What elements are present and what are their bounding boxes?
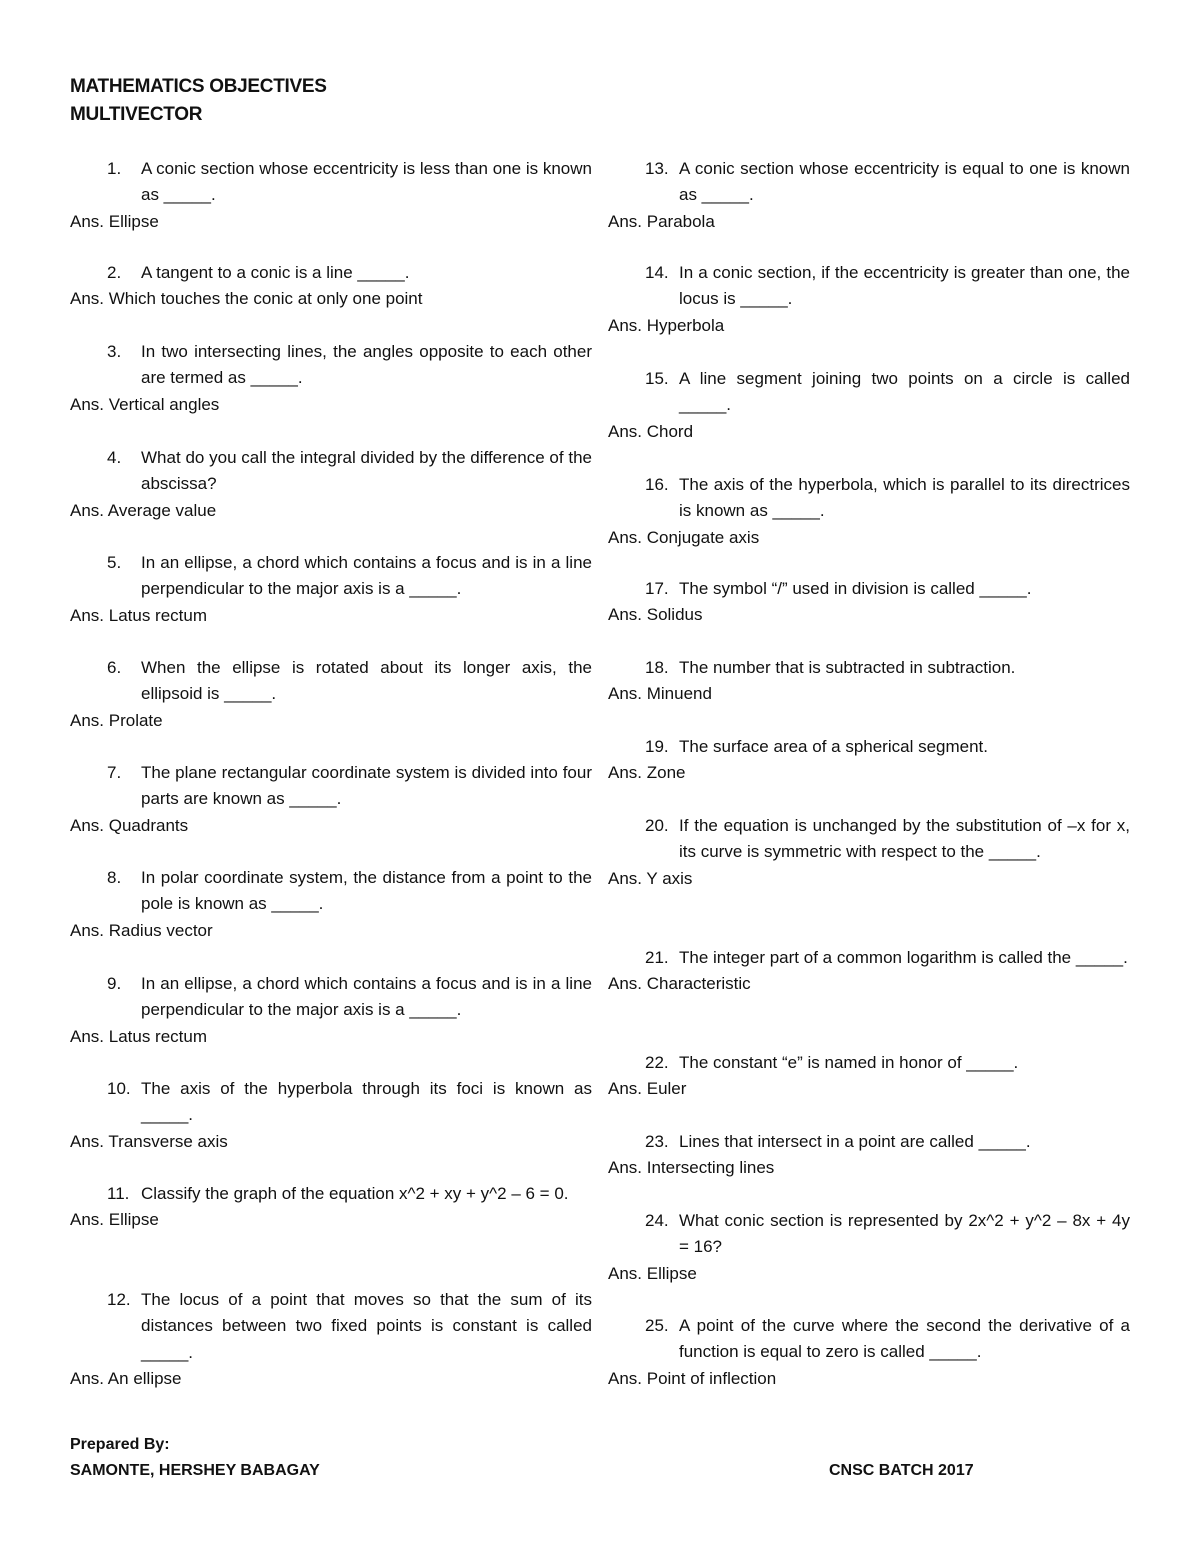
- question-item: [70, 1076, 592, 1155]
- question-item: [608, 576, 1130, 629]
- question-number: 14.: [645, 263, 669, 282]
- question-number: 16.: [645, 475, 669, 494]
- question-item: [70, 655, 592, 734]
- title-line-2: MULTIVECTOR: [70, 104, 203, 125]
- question-text: What conic section is represented by 2x^2 + y^2 – 8x + 4y = 16?: [679, 1211, 1130, 1257]
- question-number: 11.: [107, 1184, 130, 1203]
- question-number: 24.: [645, 1211, 669, 1230]
- question-item: [608, 813, 1130, 892]
- question-number: 2.: [107, 263, 122, 282]
- question-text: The locus of a point that moves so that the sum of its distances between two fixed points is constant is called _____.: [141, 1290, 592, 1362]
- question-item: [608, 734, 1130, 787]
- question-number: 13.: [645, 159, 669, 178]
- question-number: 7.: [107, 763, 122, 782]
- answer-text: Ans. Ellipse: [608, 1263, 697, 1283]
- question-number: 8.: [107, 868, 122, 887]
- answer-text: Ans. Zone: [608, 763, 686, 783]
- question-item: [70, 1287, 592, 1393]
- answer-text: Ans. Ellipse: [70, 211, 159, 231]
- question-text: If the equation is unchanged by the substitution of –x for x, its curve is symmetric with respect to the _____.: [679, 816, 1130, 862]
- question-number: 18.: [645, 658, 669, 677]
- prepared-by-label: Prepared By:: [70, 1436, 170, 1453]
- question-item: [608, 156, 1130, 235]
- question-number: 3.: [107, 342, 122, 361]
- question-text: The axis of the hyperbola, which is parallel to its directrices is known as _____.: [679, 475, 1130, 521]
- answer-text: Ans. Intersecting lines: [608, 1158, 775, 1178]
- answer-text: Ans. Point of inflection: [608, 1368, 777, 1388]
- question-text: When the ellipse is rotated about its longer axis, the ellipsoid is _____.: [141, 658, 592, 704]
- question-number: 22.: [645, 1053, 669, 1072]
- question-text: The symbol “/” used in division is called _____.: [679, 579, 1032, 598]
- question-text: The plane rectangular coordinate system is divided into four parts are known as _____.: [141, 763, 592, 809]
- question-number: 17.: [645, 579, 669, 598]
- question-text: In an ellipse, a chord which contains a focus and is in a line perpendicular to the major axis is a _____.: [141, 974, 592, 1020]
- document-title: [70, 73, 327, 129]
- question-number: 23.: [645, 1132, 669, 1151]
- question-number: 1.: [107, 159, 122, 178]
- question-text: A conic section whose eccentricity is less than one is known as _____.: [141, 159, 592, 205]
- batch-label: CNSC BATCH 2017: [829, 1462, 974, 1479]
- question-text: The axis of the hyperbola through its foci is known as _____.: [141, 1079, 592, 1125]
- question-number: 4.: [107, 448, 122, 467]
- question-item: [608, 1050, 1130, 1103]
- question-item: [608, 1208, 1130, 1287]
- question-number: 9.: [107, 974, 122, 993]
- question-item: [70, 339, 592, 418]
- question-item: [608, 260, 1130, 339]
- answer-text: Ans. Minuend: [608, 684, 712, 704]
- question-number: 19.: [645, 737, 669, 756]
- answer-text: Ans. Quadrants: [70, 815, 189, 835]
- question-item: [608, 472, 1130, 551]
- question-item: [70, 971, 592, 1050]
- answer-text: Ans. Latus rectum: [70, 605, 208, 625]
- question-item: [608, 1313, 1130, 1392]
- question-number: 10.: [107, 1079, 131, 1098]
- question-item: [70, 865, 592, 944]
- answer-text: Ans. Characteristic: [608, 974, 751, 994]
- answer-text: Ans. Hyperbola: [608, 315, 725, 335]
- answer-text: Ans. Prolate: [70, 710, 163, 730]
- answer-text: Ans. Parabola: [608, 211, 715, 231]
- answer-text: Ans. Latus rectum: [70, 1026, 208, 1046]
- question-item: [70, 260, 592, 313]
- question-number: 25.: [645, 1316, 669, 1335]
- question-number: 12.: [107, 1290, 131, 1309]
- question-item: [70, 445, 592, 524]
- question-item: [70, 156, 592, 235]
- answer-text: Ans. Which touches the conic at only one point: [70, 289, 423, 309]
- question-number: 6.: [107, 658, 122, 677]
- question-item: [70, 550, 592, 629]
- question-number: 15.: [645, 369, 669, 388]
- answer-text: Ans. Ellipse: [70, 1210, 159, 1230]
- answer-text: Ans. Average value: [70, 500, 217, 520]
- question-item: [608, 945, 1130, 998]
- question-number: 5.: [107, 553, 122, 572]
- question-text: What do you call the integral divided by the difference of the abscissa?: [141, 448, 592, 494]
- question-text: The constant “e” is named in honor of _____.: [679, 1053, 1019, 1072]
- question-text: Classify the graph of the equation x^2 + xy + y^2 – 6 = 0.: [141, 1184, 569, 1203]
- answer-text: Ans. Vertical angles: [70, 394, 220, 414]
- question-item: [70, 760, 592, 839]
- question-item: [608, 655, 1130, 708]
- answer-text: Ans. Euler: [608, 1079, 687, 1099]
- answer-text: Ans. Chord: [608, 421, 694, 441]
- question-text: Lines that intersect in a point are called _____.: [679, 1132, 1031, 1151]
- question-item: [608, 1129, 1130, 1182]
- question-text: In a conic section, if the eccentricity is greater than one, the locus is _____.: [679, 263, 1130, 309]
- answer-text: Ans. Conjugate axis: [608, 527, 760, 547]
- question-item: [70, 1181, 592, 1234]
- answer-text: Ans. Radius vector: [70, 920, 213, 940]
- question-text: A point of the curve where the second the derivative of a function is equal to zero is called _____.: [679, 1316, 1130, 1362]
- question-text: A conic section whose eccentricity is equal to one is known as _____.: [679, 159, 1130, 205]
- question-number: 21.: [645, 948, 669, 967]
- question-text: The surface area of a spherical segment.: [679, 737, 988, 756]
- question-text: In an ellipse, a chord which contains a focus and is in a line perpendicular to the major axis is a _____.: [141, 553, 592, 599]
- question-item: [608, 366, 1130, 445]
- answer-text: Ans. An ellipse: [70, 1369, 182, 1389]
- author-name: SAMONTE, HERSHEY BABAGAY: [70, 1462, 320, 1479]
- question-text: In two intersecting lines, the angles opposite to each other are termed as _____.: [141, 342, 592, 388]
- answer-text: Ans. Transverse axis: [70, 1131, 228, 1151]
- question-text: A tangent to a conic is a line _____.: [141, 263, 410, 282]
- answer-text: Ans. Y axis: [608, 868, 693, 888]
- answer-text: Ans. Solidus: [608, 605, 703, 625]
- question-text: The number that is subtracted in subtraction.: [679, 658, 1016, 677]
- question-text: A line segment joining two points on a circle is called _____.: [679, 369, 1130, 415]
- question-text: In polar coordinate system, the distance from a point to the pole is known as _____.: [141, 868, 592, 914]
- question-number: 20.: [645, 816, 669, 835]
- title-line-1: MATHEMATICS OBJECTIVES: [70, 76, 327, 97]
- question-text: The integer part of a common logarithm is called the _____.: [679, 948, 1128, 967]
